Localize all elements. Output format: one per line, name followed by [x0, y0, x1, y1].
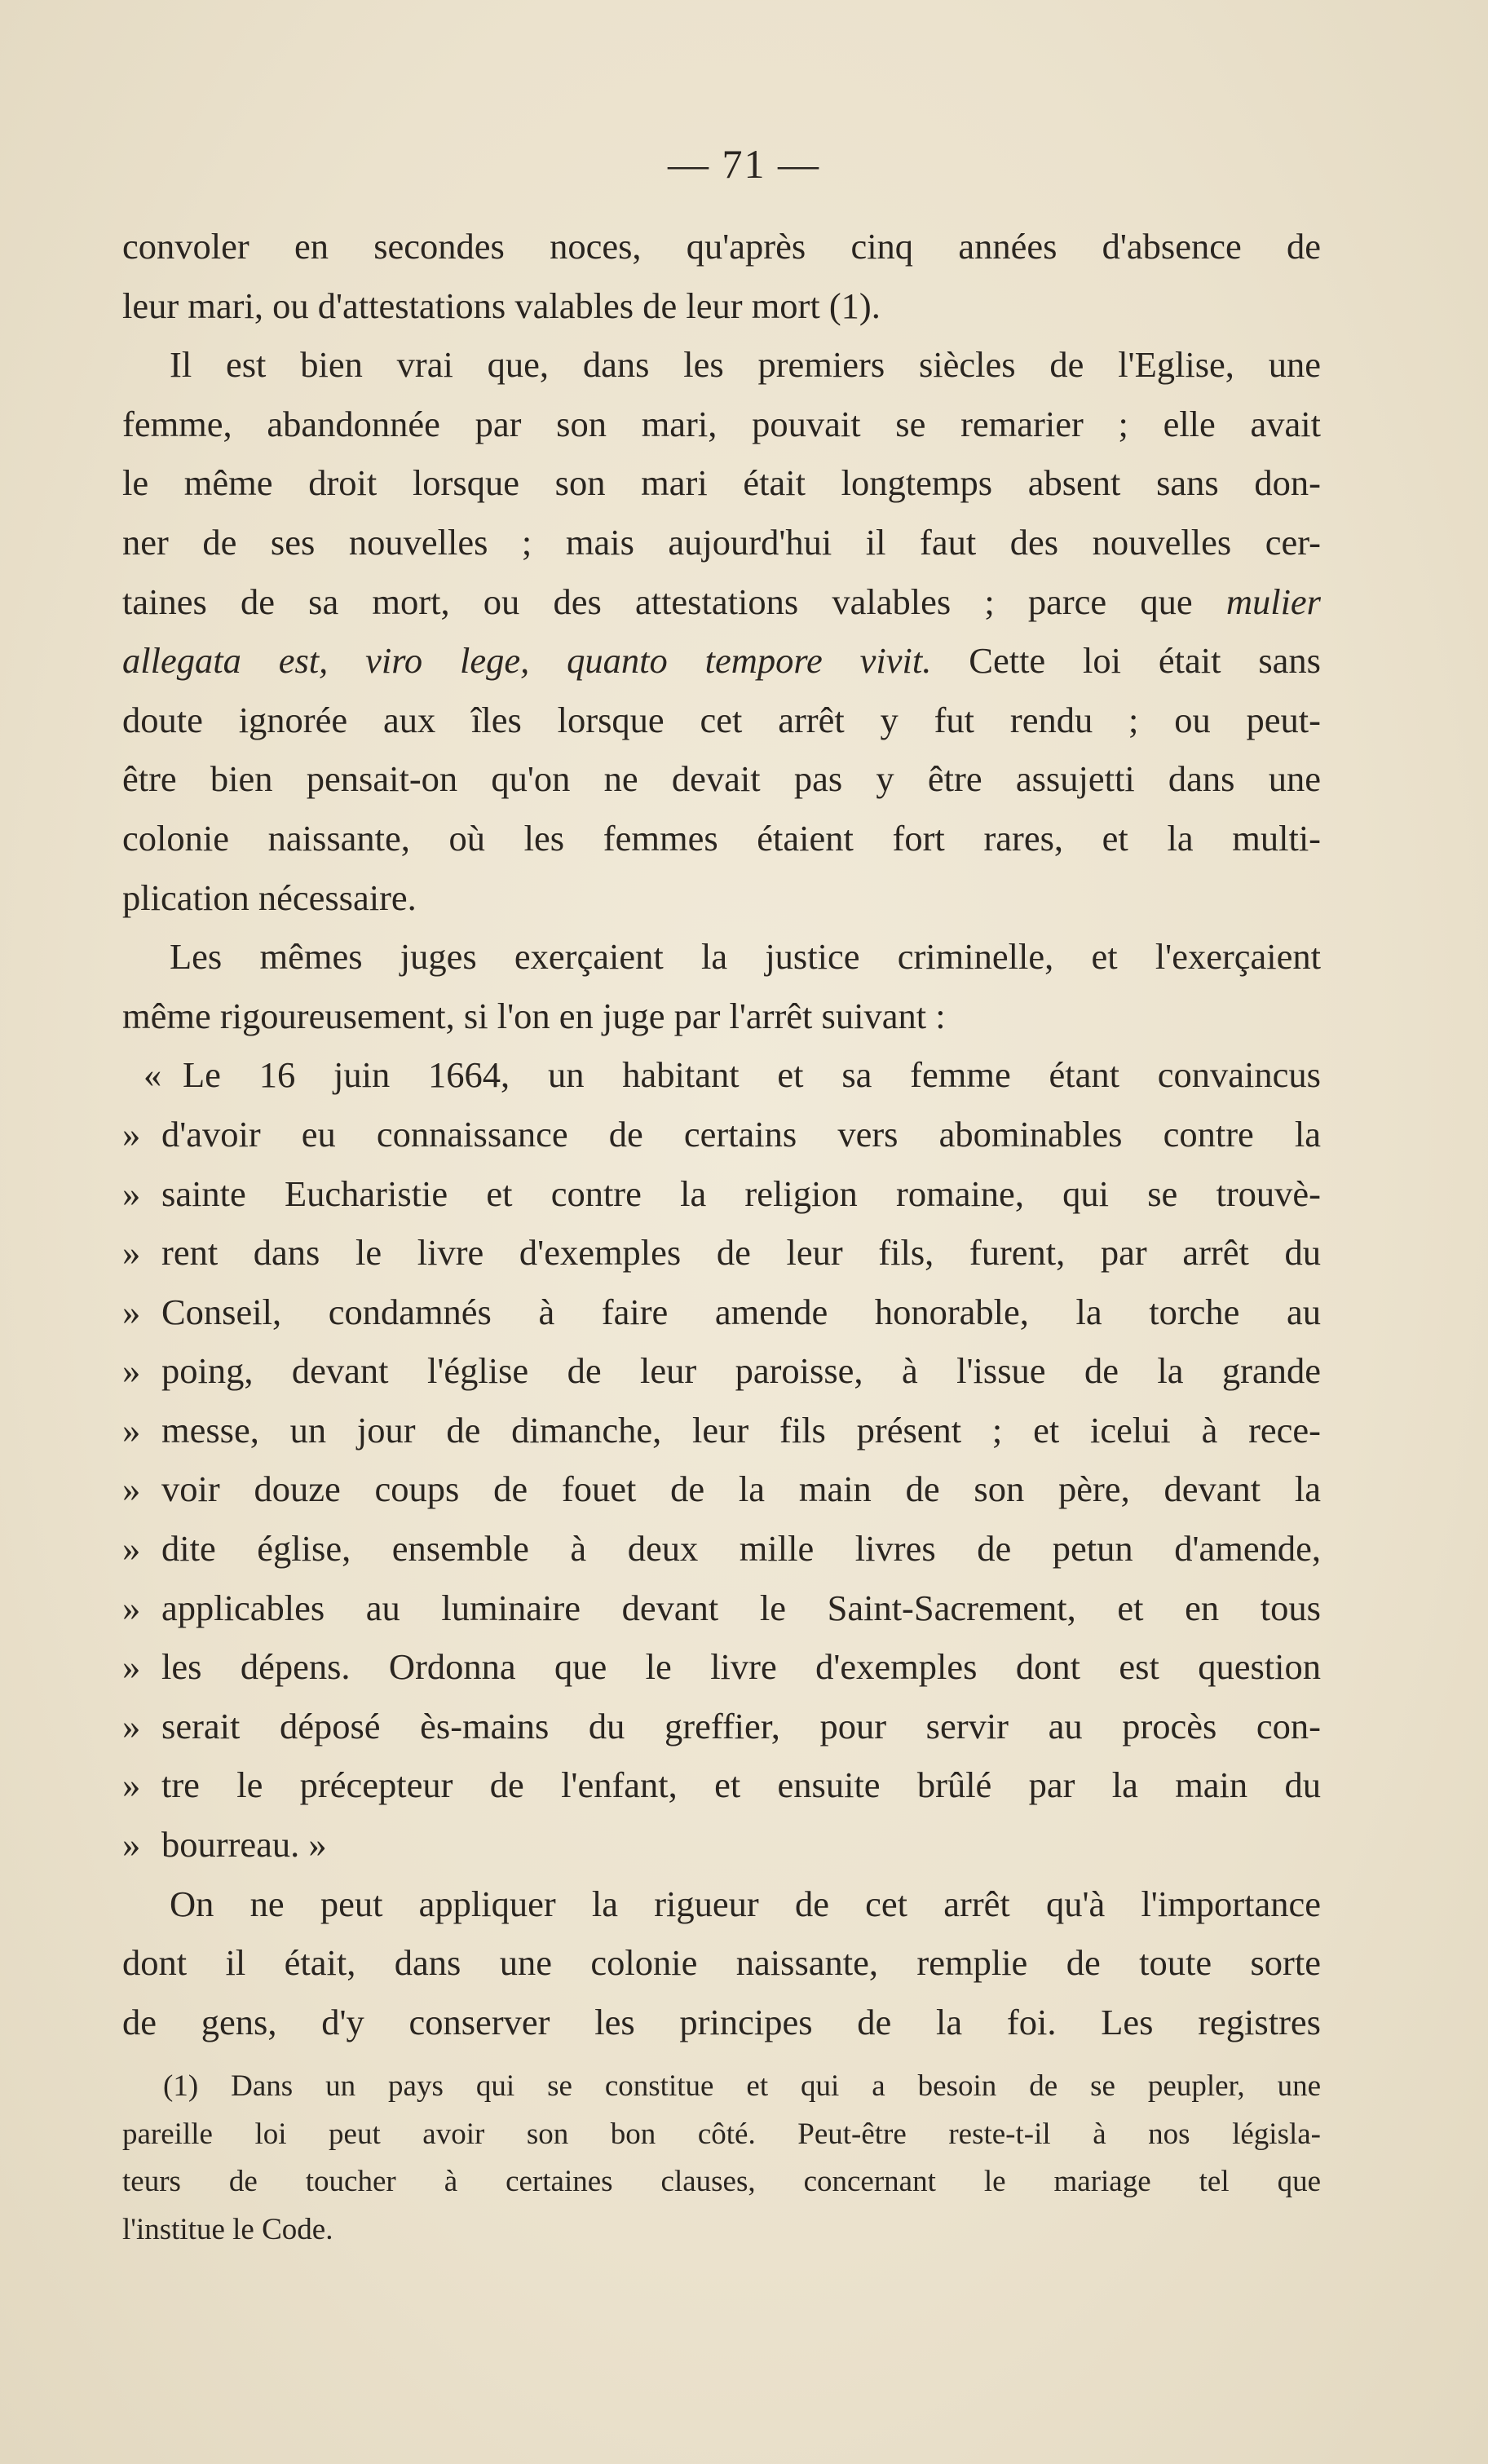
text-segment: dite église, ensemble à deux mille livres de petun d'amende,: [161, 1528, 1321, 1570]
text-line: même rigoureusement, si l'on en juge par l'arrêt suivant :: [122, 995, 946, 1036]
guillemet: »: [122, 1587, 141, 1628]
body-text: [122, 217, 1321, 2051]
latin-phrase: allegata est, viro lege, quanto tempore vivit.: [122, 640, 932, 682]
footnote-line: l'institue le Code.: [122, 2212, 333, 2246]
text-segment: voir douze coups de fouet de la main de son père, devant la: [161, 1468, 1321, 1510]
text-segment: rent dans le livre d'exemples de leur fils, furent, par arrêt du: [161, 1232, 1321, 1274]
quote-line: [122, 1164, 1321, 1224]
text-line: colonie naissante, où les femmes étaient fort rares, et la multi-: [122, 817, 1321, 859]
quote-line: [122, 1697, 1321, 1756]
text-segment: serait déposé ès-mains du greffier, pour servir au procès con-: [161, 1705, 1321, 1746]
text-line: dont il était, dans une colonie naissante, remplie de toute sorte: [122, 1942, 1321, 1984]
text-segment: tre le précepteur de l'enfant, et ensuite brûlé par la main du: [161, 1764, 1321, 1806]
guillemet: »: [122, 1350, 141, 1392]
guillemet: »: [122, 1409, 141, 1451]
quote-line: [122, 1401, 1321, 1460]
guillemet: »: [122, 1291, 141, 1332]
guillemet: »: [122, 1824, 141, 1866]
quote-line: [122, 1341, 1321, 1401]
quote-line: [122, 1283, 1321, 1342]
guillemet: »: [122, 1646, 141, 1688]
text-segment: d'avoir eu connaissance de certains vers abominables contre la: [161, 1113, 1321, 1155]
text-line: ner de ses nouvelles ; mais aujourd'hui il faut des nouvelles cer-: [122, 521, 1321, 563]
guillemet: »: [122, 1528, 141, 1570]
text-line: femme, abandonnée par son mari, pouvait se remarier ; elle avait: [122, 403, 1321, 444]
text-segment: bourreau. »: [161, 1824, 327, 1866]
quote-line: [122, 1459, 1321, 1519]
quote-line: [122, 1105, 1321, 1164]
quote-line: [122, 1815, 1321, 1874]
footnote-line: pareille loi peut avoir son bon côté. Peut-être reste-t-il à nos législa-: [122, 2117, 1321, 2151]
text-line: le même droit lorsque son mari était longtemps absent sans don-: [122, 462, 1321, 504]
text-line: On ne peut appliquer la rigueur de cet arrêt qu'à l'importance: [170, 1883, 1321, 1924]
guillemet: »: [122, 1705, 141, 1746]
text-segment: Le 16 juin 1664, un habitant et sa femme étant convaincus: [183, 1054, 1321, 1096]
footnote-line: teurs de toucher à certaines clauses, concernant le mariage tel que: [122, 2165, 1321, 2198]
text-segment: les dépens. Ordonna que le livre d'exemples dont est question: [161, 1646, 1321, 1688]
quote-line: [122, 1579, 1321, 1638]
guillemet: »: [122, 1113, 141, 1155]
text-line: Il est bien vrai que, dans les premiers siècles de l'Eglise, une: [170, 344, 1321, 386]
text-line: être bien pensait-on qu'on ne devait pas y être assujetti dans une: [122, 758, 1321, 800]
text-segment: taines de sa mort, ou des attestations valables ; parce que: [122, 581, 1226, 622]
text-line: doute ignorée aux îles lorsque cet arrêt y fut rendu ; ou peut-: [122, 699, 1321, 740]
text-line: de gens, d'y conserver les principes de la foi. Les registres: [122, 2001, 1321, 2042]
page-number: — 71 —: [668, 141, 820, 187]
text-line: Les mêmes juges exerçaient la justice criminelle, et l'exerçaient: [170, 936, 1321, 978]
text-line: [122, 631, 1321, 691]
footnote-line: (1) Dans un pays qui se constitue et qui a besoin de se peupler, une: [163, 2069, 1321, 2103]
text-segment: applicables au luminaire devant le Saint-Sacrement, et en tous: [161, 1587, 1321, 1628]
text-line: [122, 572, 1321, 632]
text-segment: poing, devant l'église de leur paroisse, à l'issue de la grande: [161, 1350, 1321, 1392]
text-line: convoler en secondes noces, qu'après cinq années d'absence de: [122, 226, 1321, 267]
text-segment: Conseil, condamnés à faire amende honorable, la torche au: [161, 1291, 1321, 1332]
quote-line: [122, 1519, 1321, 1579]
guillemet-open: «: [144, 1054, 162, 1096]
text-line: plication nécessaire.: [122, 877, 417, 918]
quote-line: [122, 1637, 1321, 1697]
guillemet: »: [122, 1172, 141, 1214]
footnote: [122, 2063, 1321, 2254]
guillemet: »: [122, 1232, 141, 1274]
text-segment: messe, un jour de dimanche, leur fils présent ; et icelui à rece-: [161, 1409, 1321, 1451]
text-segment: sainte Eucharistie et contre la religion romaine, qui se trouvè-: [161, 1172, 1321, 1214]
latin-phrase: mulier: [1225, 581, 1321, 622]
quote-line: [122, 1223, 1321, 1283]
quote-line: [122, 1755, 1321, 1815]
guillemet: »: [122, 1468, 141, 1510]
text-segment: Cette loi était sans: [931, 640, 1321, 682]
text-line: leur mari, ou d'attestations valables de leur mort (1).: [122, 285, 881, 326]
quote-line: [122, 1045, 1321, 1105]
guillemet: »: [122, 1764, 141, 1806]
